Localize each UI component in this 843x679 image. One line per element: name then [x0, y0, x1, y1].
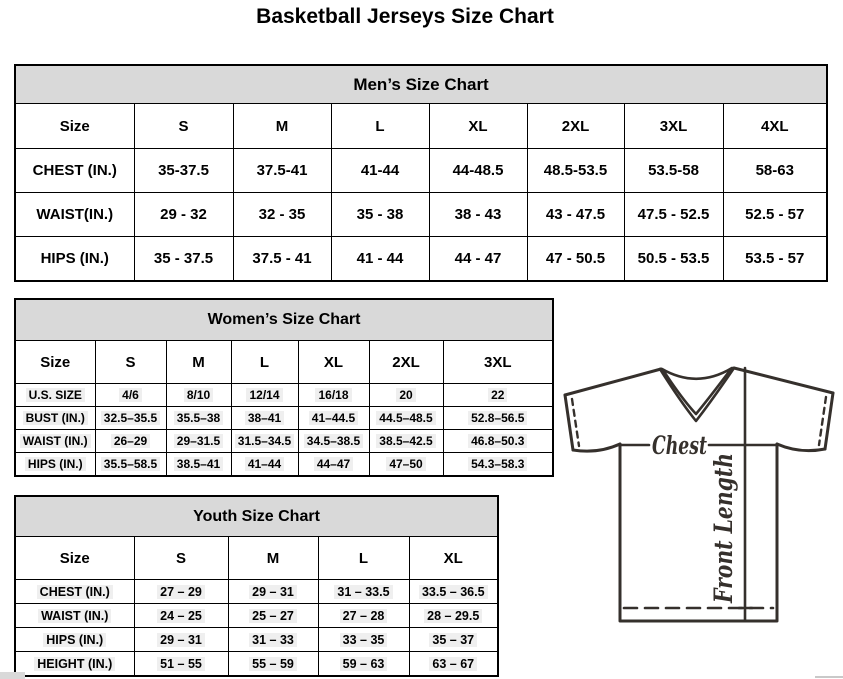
table-row	[15, 341, 553, 384]
column-header: 2XL	[527, 104, 624, 149]
table-row	[15, 149, 827, 193]
value-cell: 55 – 59	[228, 652, 318, 677]
row-label: BUST (IN.)	[15, 407, 95, 430]
value-cell: 28 – 29.5	[409, 604, 498, 628]
value-cell: 34.5–38.5	[298, 430, 369, 453]
value-cell: 20	[369, 384, 443, 407]
row-label: WAIST (IN.)	[15, 604, 134, 628]
table-row	[15, 430, 553, 453]
table-row	[15, 407, 553, 430]
value-cell: 32.5–35.5	[95, 407, 166, 430]
value-cell: 38.5–42.5	[369, 430, 443, 453]
value-cell: 47.5 - 52.5	[624, 193, 723, 237]
value-cell: 31 – 33	[228, 628, 318, 652]
value-cell: 35 - 38	[331, 193, 429, 237]
value-cell: 29–31.5	[166, 430, 231, 453]
column-header: Size	[15, 104, 134, 149]
row-label: U.S. SIZE	[15, 384, 95, 407]
value-cell: 27 – 29	[134, 580, 228, 604]
youth-chart-title: Youth Size Chart	[15, 496, 498, 537]
table-row	[15, 496, 498, 537]
table-row	[15, 453, 553, 477]
value-cell: 12/14	[231, 384, 298, 407]
row-label: CHEST (IN.)	[15, 149, 134, 193]
column-header: 4XL	[723, 104, 827, 149]
column-header: XL	[298, 341, 369, 384]
column-header: S	[134, 537, 228, 580]
value-cell: 50.5 - 53.5	[624, 237, 723, 282]
value-cell: 8/10	[166, 384, 231, 407]
jersey-left-shoulder-line	[565, 369, 661, 395]
value-cell: 54.3–58.3	[443, 453, 553, 477]
mens-chart-title: Men’s Size Chart	[15, 65, 827, 104]
value-cell: 29 – 31	[134, 628, 228, 652]
value-cell: 51 – 55	[134, 652, 228, 677]
table-row	[15, 537, 498, 580]
page-title: Basketball Jerseys Size Chart	[256, 5, 554, 28]
value-cell: 33 – 35	[318, 628, 409, 652]
value-cell: 44-48.5	[429, 149, 527, 193]
value-cell: 35-37.5	[134, 149, 233, 193]
jersey-body-outline	[620, 418, 777, 621]
jersey-right-cuff-stitch-dashed	[819, 397, 826, 445]
value-cell: 44–47	[298, 453, 369, 477]
value-cell: 31.5–34.5	[231, 430, 298, 453]
womens-chart-title: Women’s Size Chart	[15, 299, 553, 341]
table-row	[15, 237, 827, 282]
column-header: M	[228, 537, 318, 580]
column-header: S	[134, 104, 233, 149]
value-cell: 41 - 44	[331, 237, 429, 282]
table-row	[15, 65, 827, 104]
value-cell: 41–44	[231, 453, 298, 477]
column-header: XL	[409, 537, 498, 580]
jersey-measurement-diagram	[556, 356, 842, 630]
front-length-label: Front Length	[709, 418, 738, 603]
table-row	[15, 299, 553, 341]
column-header: XL	[429, 104, 527, 149]
value-cell: 59 – 63	[318, 652, 409, 677]
chest-label: Chest	[652, 431, 708, 460]
table-row	[15, 652, 498, 677]
value-cell: 35.5–38	[166, 407, 231, 430]
row-label: HIPS (IN.)	[15, 453, 95, 477]
value-cell: 53.5-58	[624, 149, 723, 193]
column-header: 3XL	[443, 341, 553, 384]
row-label: CHEST (IN.)	[15, 580, 134, 604]
value-cell: 33.5 – 36.5	[409, 580, 498, 604]
value-cell: 22	[443, 384, 553, 407]
value-cell: 31 – 33.5	[318, 580, 409, 604]
jersey-right-shoulder-line	[734, 368, 833, 393]
bottom-right-artifact	[815, 676, 843, 678]
value-cell: 47 - 50.5	[527, 237, 624, 282]
table-row	[15, 580, 498, 604]
value-cell: 24 – 25	[134, 604, 228, 628]
table-row	[15, 104, 827, 149]
row-label: HIPS (IN.)	[15, 628, 134, 652]
value-cell: 41-44	[331, 149, 429, 193]
column-header: Size	[15, 341, 95, 384]
jersey-left-cuff-stitch-dashed	[572, 399, 579, 446]
table-row	[15, 628, 498, 652]
value-cell: 26–29	[95, 430, 166, 453]
mens-size-table	[14, 64, 828, 282]
column-header: M	[166, 341, 231, 384]
womens-size-table	[14, 298, 554, 477]
bottom-left-artifact	[0, 672, 25, 679]
value-cell: 48.5-53.5	[527, 149, 624, 193]
value-cell: 29 – 31	[228, 580, 318, 604]
value-cell: 35 - 37.5	[134, 237, 233, 282]
jersey-collar-band	[662, 368, 732, 379]
value-cell: 46.8–50.3	[443, 430, 553, 453]
row-label: WAIST(IN.)	[15, 193, 134, 237]
value-cell: 43 - 47.5	[527, 193, 624, 237]
row-label: HIPS (IN.)	[15, 237, 134, 282]
value-cell: 52.8–56.5	[443, 407, 553, 430]
value-cell: 44 - 47	[429, 237, 527, 282]
value-cell: 38 - 43	[429, 193, 527, 237]
table-row	[15, 384, 553, 407]
value-cell: 4/6	[95, 384, 166, 407]
value-cell: 29 - 32	[134, 193, 233, 237]
column-header: 3XL	[624, 104, 723, 149]
column-header: L	[231, 341, 298, 384]
value-cell: 35.5–58.5	[95, 453, 166, 477]
value-cell: 35 – 37	[409, 628, 498, 652]
value-cell: 16/18	[298, 384, 369, 407]
row-label: HEIGHT (IN.)	[15, 652, 134, 677]
value-cell: 52.5 - 57	[723, 193, 827, 237]
value-cell: 53.5 - 57	[723, 237, 827, 282]
column-header: M	[233, 104, 331, 149]
value-cell: 37.5-41	[233, 149, 331, 193]
value-cell: 41–44.5	[298, 407, 369, 430]
value-cell: 58-63	[723, 149, 827, 193]
value-cell: 27 – 28	[318, 604, 409, 628]
value-cell: 38–41	[231, 407, 298, 430]
value-cell: 25 – 27	[228, 604, 318, 628]
table-row	[15, 193, 827, 237]
value-cell: 63 – 67	[409, 652, 498, 677]
value-cell: 32 - 35	[233, 193, 331, 237]
column-header: 2XL	[369, 341, 443, 384]
table-row	[15, 604, 498, 628]
value-cell: 47–50	[369, 453, 443, 477]
value-cell: 44.5–48.5	[369, 407, 443, 430]
youth-size-table	[14, 495, 499, 677]
column-header: S	[95, 341, 166, 384]
value-cell: 37.5 - 41	[233, 237, 331, 282]
column-header: L	[331, 104, 429, 149]
column-header: Size	[15, 537, 134, 580]
value-cell: 38.5–41	[166, 453, 231, 477]
column-header: L	[318, 537, 409, 580]
row-label: WAIST (IN.)	[15, 430, 95, 453]
